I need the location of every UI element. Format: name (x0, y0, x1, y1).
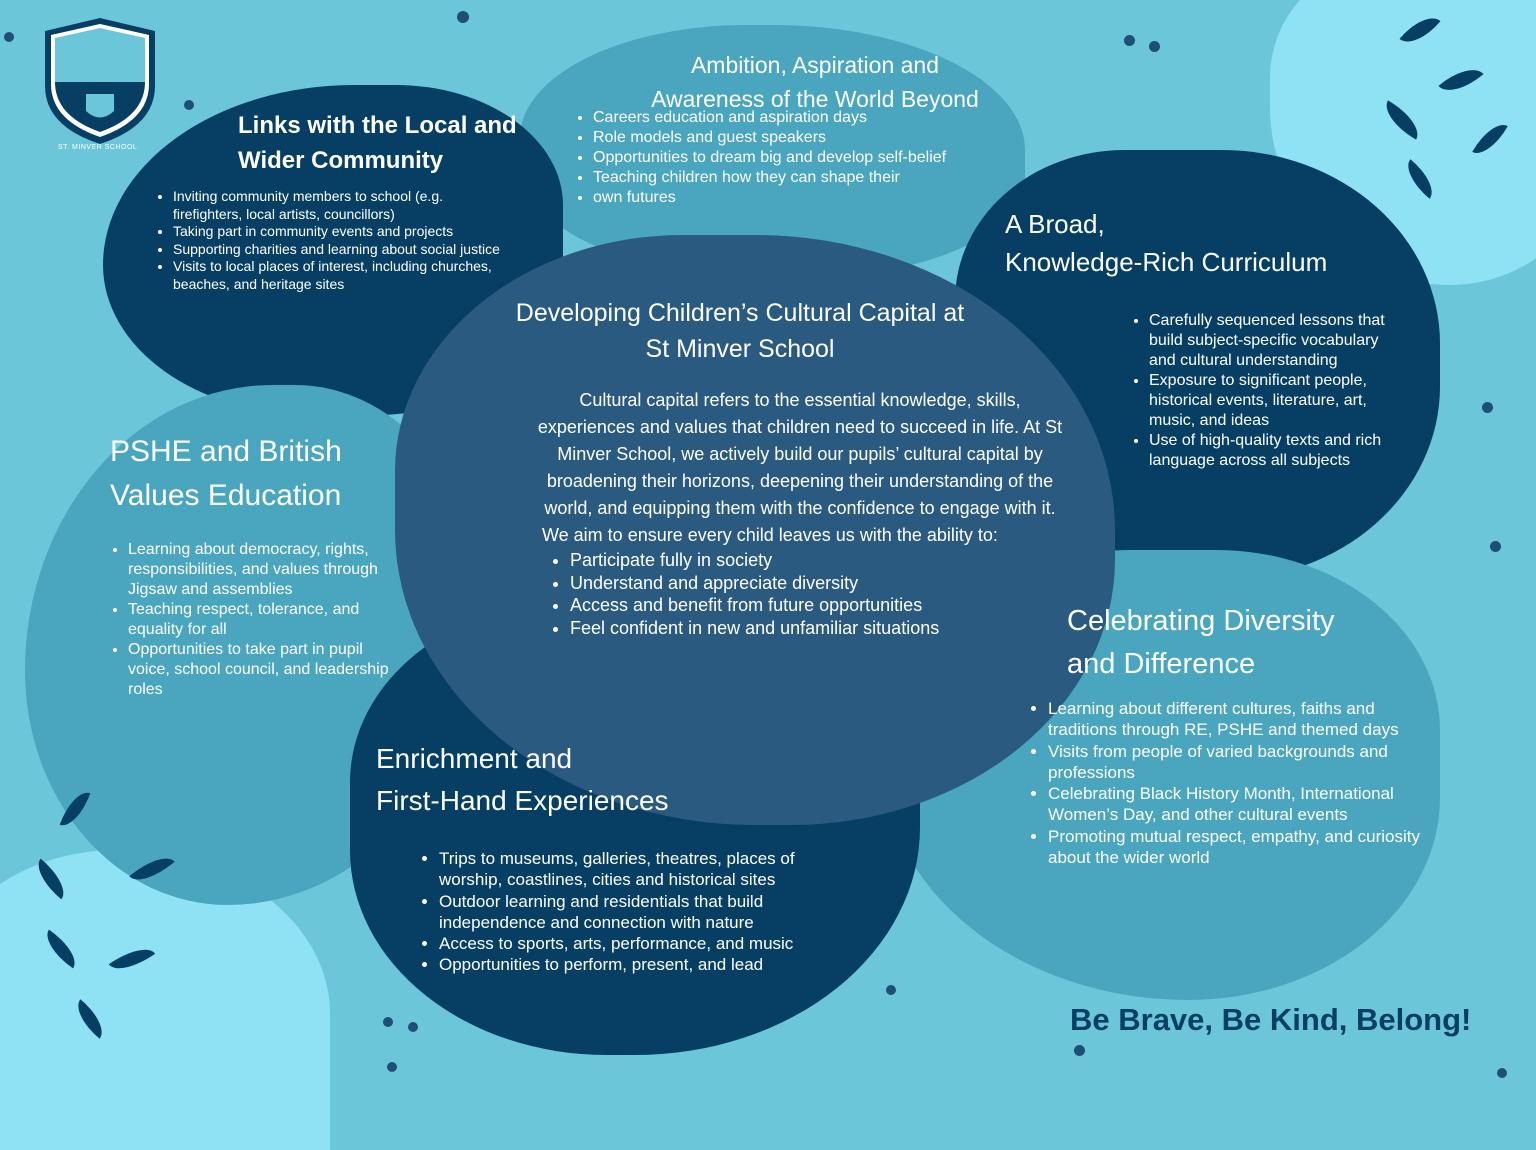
links-title: Links with the Local and Wider Community (238, 112, 517, 174)
list-item: • Understand and appreciate diversity (570, 572, 1080, 595)
dot (383, 1017, 393, 1027)
list-item: • Use of high-quality texts and rich language across all subjects (1149, 431, 1409, 471)
diversity-title: Celebrating Diversity and Difference (1067, 605, 1335, 680)
dot (387, 1062, 397, 1072)
dot (1149, 41, 1160, 52)
curriculum-title: A Broad, Knowledge-Rich Curriculum (1005, 209, 1328, 277)
list-item: • Learning about different cultures, faiths and traditions through RE, PSHE and themed days (1048, 698, 1438, 741)
list-item: • Role models and guest speakers (593, 128, 1015, 148)
list-item: • Trips to museums, galleries, theatres, places of worship, coastlines, cities and historical sites (439, 848, 849, 891)
list-item: • Opportunities to dream big and develop self-belief (593, 148, 1015, 168)
school-logo (40, 16, 160, 156)
list-item: • Opportunities to take part in pupil voice, school council, and leadership roles (128, 640, 398, 700)
logo-school-name: ST. MINVER SCHOOL (58, 144, 138, 151)
ambition-list (575, 108, 1015, 208)
ambition-title: Ambition, Aspiration and Awareness of the World Beyond (651, 52, 979, 112)
list-item: • Teaching children how they can shape their (593, 168, 1015, 188)
list-item: • Visits to local places of interest, including churches, beaches, and heritage sites (173, 258, 503, 293)
dot (886, 985, 896, 995)
dot (1124, 35, 1135, 46)
school-motto: Be Brave, Be Kind, Belong! (1070, 1002, 1472, 1037)
list-item: • Outdoor learning and residentials that build independence and connection with nature (439, 891, 849, 934)
curriculum-list (1131, 311, 1409, 471)
dot (4, 32, 14, 42)
dot (1497, 1068, 1507, 1078)
links-list (155, 188, 503, 293)
list-item: • own futures (593, 188, 1015, 208)
list-item: • Carefully sequenced lessons that build subject-specific vocabulary and cultural understanding (1149, 311, 1409, 371)
dot (1490, 541, 1501, 552)
list-item: • Promoting mutual respect, empathy, and curiosity about the wider world (1048, 826, 1438, 869)
list-item: • Taking part in community events and projects (173, 223, 503, 241)
diversity-list (1030, 698, 1438, 868)
list-item: • Opportunities to perform, present, and lead (439, 954, 849, 975)
center-intro: Cultural capital refers to the essential knowledge, skills, experiences and values that children need to succeed in life. At St Minver School, we actively build our pupils’ cultural capital by broadening their horizons, deepening their understanding of the world, and equipping them with the confidence to engage with it. (537, 390, 1063, 518)
page-title: Developing Children’s Cultural Capital at St Minver School (515, 299, 965, 363)
ambition-section (575, 48, 1015, 208)
center-list (552, 549, 1080, 639)
enrichment-list (421, 848, 849, 976)
pshe-title: PSHE and British Values Education (110, 435, 342, 512)
pshe-section (110, 430, 410, 700)
list-item: • Feel confident in new and unfamiliar situations (570, 617, 1080, 640)
center-aim: We aim to ensure every child leaves us with the ability to: (542, 525, 998, 545)
list-item: • Inviting community members to school (e.g. firefighters, local artists, councillors) (173, 188, 503, 223)
list-item: • Participate fully in society (570, 549, 1080, 572)
list-item: • Learning about democracy, rights, responsibilities, and values through Jigsaw and assemblies (128, 540, 398, 600)
list-item: • Careers education and aspiration days (593, 108, 1015, 128)
center-section (480, 295, 1080, 639)
shield-crest-icon (40, 16, 160, 146)
enrichment-title: Enrichment and First-Hand Experiences (376, 743, 669, 816)
dot (457, 11, 469, 23)
list-item: • Supporting charities and learning about social justice (173, 241, 503, 259)
diversity-section (1030, 600, 1440, 868)
links-section (155, 108, 545, 293)
list-item: • Access and benefit from future opportunities (570, 594, 1080, 617)
list-item: • Exposure to significant people, historical events, literature, art, music, and ideas (1149, 371, 1409, 431)
dot (1482, 402, 1493, 413)
dot (408, 1022, 418, 1032)
list-item: • Celebrating Black History Month, International Women’s Day, and other cultural events (1048, 783, 1438, 826)
enrichment-section (376, 738, 856, 976)
list-item: • Visits from people of varied backgrounds and professions (1048, 741, 1438, 784)
list-item: • Access to sports, arts, performance, and music (439, 933, 849, 954)
list-item: • Teaching respect, tolerance, and equality for all (128, 600, 398, 640)
dot (1074, 1045, 1085, 1056)
pshe-list (110, 540, 398, 700)
